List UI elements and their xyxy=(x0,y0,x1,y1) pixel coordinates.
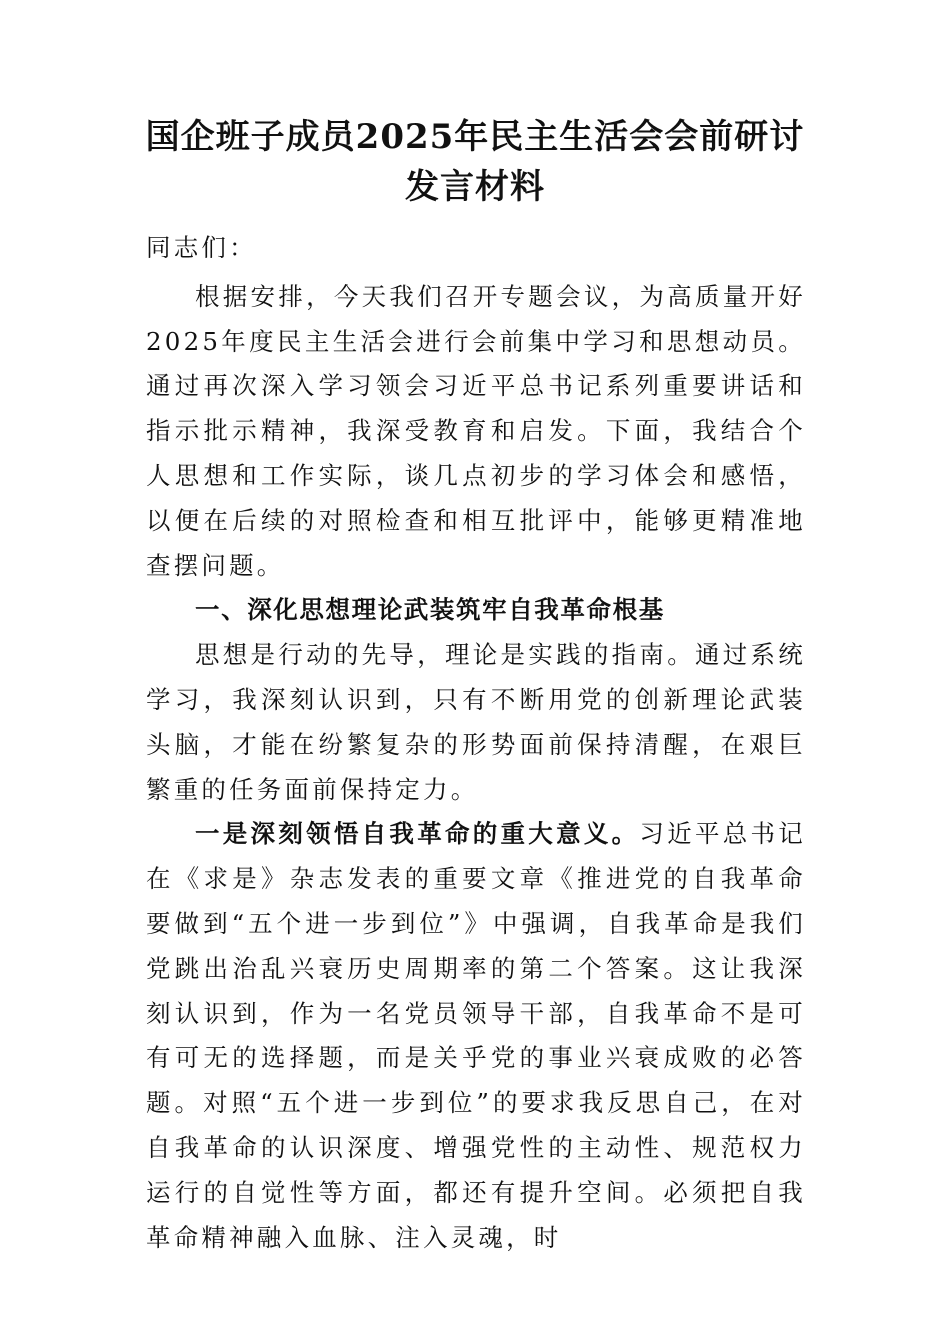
salutation: 同志们： xyxy=(146,233,257,262)
point-1-lead: 一是深刻领悟自我革命的重大意义。 xyxy=(195,819,640,849)
point-1-paragraph xyxy=(146,812,806,1260)
intro-paragraph: 根据安排，今天我们召开专题会议，为高质量开好2025年度民主生活会进行会前集中学习和思想动员。通过再次深入学习领会习近平总书记系列重要讲话和指示批示精神，我深受教育和启发。下面，我结合个人思想和工作实际，谈几点初步的学习体会和感悟，以便在后续的对照检查和相互批评中，能够更精准地查摆问题。 xyxy=(146,281,806,580)
document-body xyxy=(146,226,806,1260)
section-1-paragraph: 思想是行动的先导，理论是实践的指南。通过系统学习，我深刻认识到，只有不断用党的创新理论武装头脑，才能在纷繁复杂的形势面前保持清醒，在艰巨繁重的任务面前保持定力。 xyxy=(146,640,806,804)
document-title xyxy=(120,112,830,212)
title-line-2: 发言材料 xyxy=(405,167,545,207)
section-heading-1: 一、深化思想理论武装筑牢自我革命根基 xyxy=(195,595,665,625)
title-line-1: 国企班子成员2025年民主生活会会前研讨 xyxy=(145,117,805,157)
point-1-text: 习近平总书记在《求是》杂志发表的重要文章《推进党的自我革命要做到“五个进一步到位”》中强调，自我革命是我们党跳出治乱兴衰历史周期率的第二个答案。这让我深刻认识到，作为一名党员领导干部，自我革命不是可有可无的选择题，而是关乎党的事业兴衰成败的必答题。对照“五个进一步到位”的要求我反思自己，在对自我革命的认识深度、增强党性的主动性、规范权力运行的自觉性等方面，都还有提升空间。必须把自我革命精神融入血脉、注入灵魂，时 xyxy=(146,819,807,1252)
